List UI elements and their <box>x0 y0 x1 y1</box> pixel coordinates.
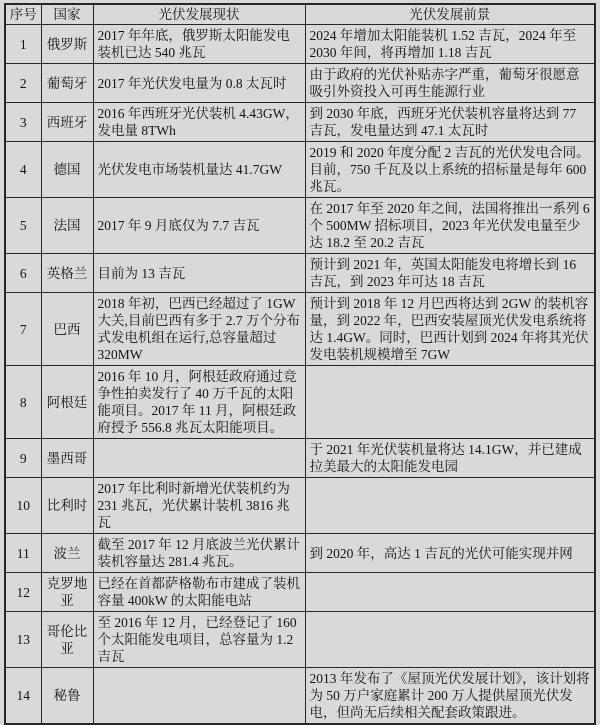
country-cell: 俄罗斯 <box>41 25 93 64</box>
pv-status-cell: 目前为 13 吉瓦 <box>93 254 305 293</box>
row-number-cell: 12 <box>5 573 41 612</box>
country-cell: 波兰 <box>41 534 93 573</box>
table-row <box>5 534 595 573</box>
pv-prospect-cell <box>305 573 595 612</box>
pv-prospect-cell: 2013 年发布了《屋顶光伏发展计划》，该计划将为 50 万户家庭累计 200 万人提供屋顶光伏发电，但尚无后续相关配套政策跟进。 <box>305 668 595 725</box>
table-row <box>5 254 595 293</box>
table-row <box>5 668 595 725</box>
row-number-cell: 2 <box>5 64 41 103</box>
country-cell: 墨西哥 <box>41 439 93 478</box>
pv-status-cell <box>93 668 305 725</box>
pv-status-cell: 2017 年 9 月底仅为 7.7 吉瓦 <box>93 198 305 254</box>
table-row <box>5 142 595 198</box>
header-serial-number: 序号 <box>5 4 41 25</box>
pv-status-cell: 2016 年西班牙光伏装机 4.43GW，发电量 8TWh <box>93 103 305 142</box>
row-number-cell: 14 <box>5 668 41 725</box>
country-cell: 阿根廷 <box>41 366 93 439</box>
table-row <box>5 573 595 612</box>
pv-status-cell: 2016 年 10 月，阿根廷政府通过竞争性拍卖发行了 40 万千瓦的太阳能项目。2017 年 11 月，阿根廷政府授予 556.8 兆瓦太阳能项目。 <box>93 366 305 439</box>
table-row <box>5 198 595 254</box>
pv-status-cell: 2017 年比利时新增光伏装机约为 231 兆瓦，光伏累计装机 3816 兆瓦 <box>93 478 305 534</box>
pv-prospect-cell: 由于政府的光伏补贴赤字严重，葡萄牙很愿意吸引外资投入可再生能源行业 <box>305 64 595 103</box>
row-number-cell: 10 <box>5 478 41 534</box>
row-number-cell: 13 <box>5 612 41 668</box>
row-number-cell: 7 <box>5 293 41 366</box>
pv-development-table <box>4 3 596 725</box>
pv-prospect-cell: 于 2021 年光伏装机量将达 14.1GW，并已建成拉美最大的太阳能发电园 <box>305 439 595 478</box>
pv-prospect-cell <box>305 366 595 439</box>
pv-prospect-cell: 在 2017 年至 2020 年之间，法国将推出一系列 6 个 500MW 招标项目，2023 年光伏发电量至少达 18.2 至 20.2 吉瓦 <box>305 198 595 254</box>
pv-prospect-cell: 预计到 2021 年，英国太阳能发电将增长到 16 吉瓦，到 2023 年可达 18 吉瓦 <box>305 254 595 293</box>
header-pv-prospect: 光伏发展前景 <box>305 4 595 25</box>
row-number-cell: 1 <box>5 25 41 64</box>
table-row <box>5 103 595 142</box>
country-cell: 秘鲁 <box>41 668 93 725</box>
table-body <box>5 25 595 725</box>
table-row <box>5 612 595 668</box>
pv-status-cell: 已经在首都萨格勒布市建成了装机容量 400kW 的太阳能电站 <box>93 573 305 612</box>
pv-prospect-cell: 到 2030 年底，西班牙光伏装机容量将达到 77 吉瓦，发电量达到 47.1 太瓦时 <box>305 103 595 142</box>
row-number-cell: 3 <box>5 103 41 142</box>
country-cell: 德国 <box>41 142 93 198</box>
pv-status-cell: 2017 年光伏发电量为 0.8 太瓦时 <box>93 64 305 103</box>
pv-prospect-cell: 2019 和 2020 年度分配 2 吉瓦的光伏发电合同。目前，750 千瓦及以上系统的招标量是每年 600 兆瓦。 <box>305 142 595 198</box>
table-row <box>5 439 595 478</box>
header-country: 国家 <box>41 4 93 25</box>
row-number-cell: 4 <box>5 142 41 198</box>
row-number-cell: 6 <box>5 254 41 293</box>
row-number-cell: 9 <box>5 439 41 478</box>
country-cell: 英格兰 <box>41 254 93 293</box>
header-pv-status: 光伏发展现状 <box>93 4 305 25</box>
country-cell: 葡萄牙 <box>41 64 93 103</box>
table-row <box>5 478 595 534</box>
country-cell: 克罗地亚 <box>41 573 93 612</box>
pv-prospect-cell: 预计到 2018 年 12 月巴西将达到 2GW 的装机容量，到 2022 年，巴西安装屋顶光伏发电系统将达 1.4GW。同时，巴西计划到 2024 年将其光伏发电装机规模增至 7GW <box>305 293 595 366</box>
pv-prospect-cell: 2024 年增加太阳能装机 1.52 吉瓦，2024 年至 2030 年间，将再增加 1.18 吉瓦 <box>305 25 595 64</box>
country-cell: 巴西 <box>41 293 93 366</box>
table-row <box>5 64 595 103</box>
pv-prospect-cell: 到 2020 年，高达 1 吉瓦的光伏可能实现并网 <box>305 534 595 573</box>
pv-status-cell <box>93 439 305 478</box>
country-cell: 比利时 <box>41 478 93 534</box>
table-row <box>5 25 595 64</box>
row-number-cell: 5 <box>5 198 41 254</box>
row-number-cell: 11 <box>5 534 41 573</box>
row-number-cell: 8 <box>5 366 41 439</box>
country-cell: 法国 <box>41 198 93 254</box>
table-row <box>5 293 595 366</box>
pv-status-cell: 至 2016 年 12 月，已经登记了 160 个太阳能发电项目，总容量为 1.2 吉瓦 <box>93 612 305 668</box>
pv-prospect-cell <box>305 478 595 534</box>
pv-status-cell: 光伏发电市场装机量达 41.7GW <box>93 142 305 198</box>
country-cell: 西班牙 <box>41 103 93 142</box>
pv-status-cell: 2017 年年底，俄罗斯太阳能发电装机已达 540 兆瓦 <box>93 25 305 64</box>
pv-status-cell: 截至 2017 年 12 月底波兰光伏累计装机容量达 281.4 兆瓦。 <box>93 534 305 573</box>
pv-status-cell: 2018 年初，巴西已经超过了 1GW 大关,目前巴西有多于 2.7 万个分布式发电机组在运行,总容量超过 320MW <box>93 293 305 366</box>
country-cell: 哥伦比亚 <box>41 612 93 668</box>
pv-prospect-cell <box>305 612 595 668</box>
header-row <box>5 4 595 25</box>
table-row <box>5 366 595 439</box>
